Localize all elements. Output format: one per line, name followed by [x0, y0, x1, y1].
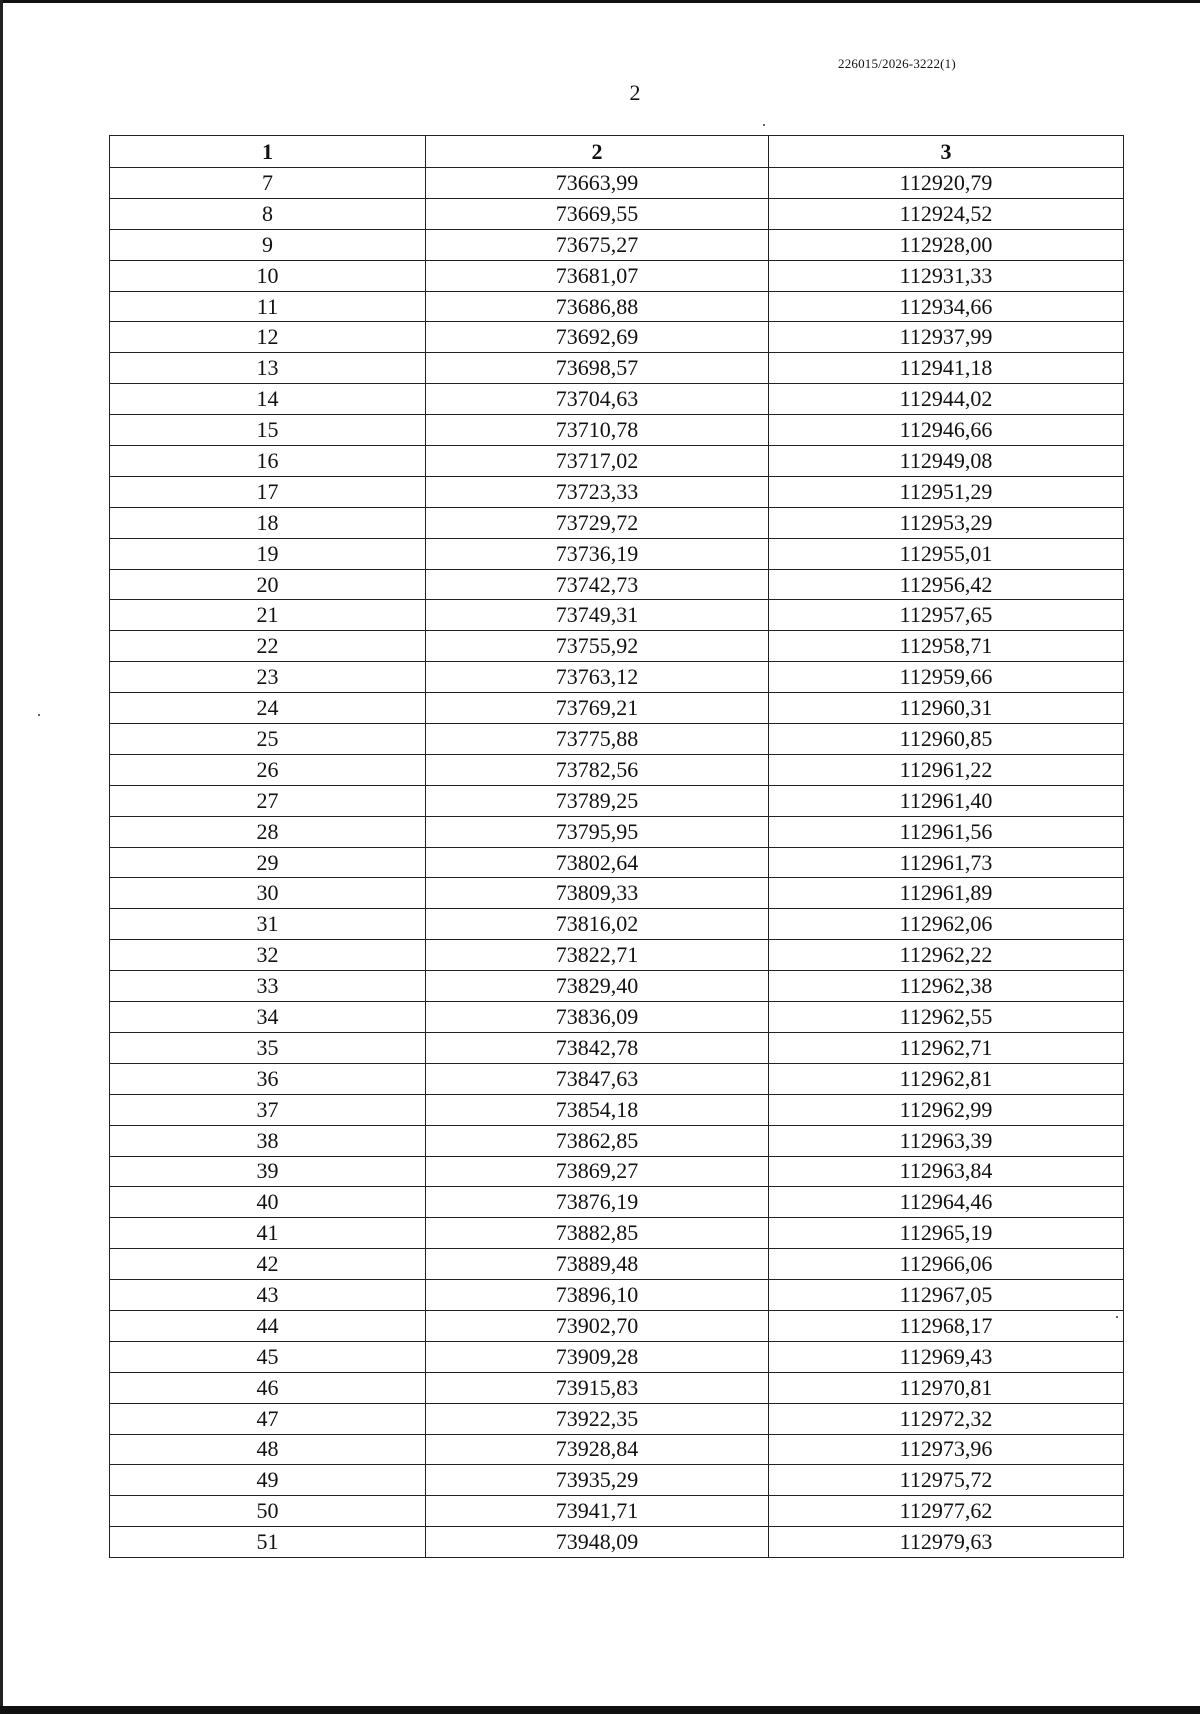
cell-x-value: 73889,48 — [426, 1249, 769, 1280]
column-header: 1 — [110, 136, 426, 168]
cell-x-value: 73749,31 — [426, 600, 769, 631]
cell-x-value: 73769,21 — [426, 693, 769, 724]
table-row — [110, 816, 1124, 847]
cell-y-value: 112961,73 — [769, 847, 1124, 878]
cell-y-value: 112941,18 — [769, 353, 1124, 384]
cell-point-number: 33 — [110, 971, 426, 1002]
cell-y-value: 112951,29 — [769, 476, 1124, 507]
table-row — [110, 1341, 1124, 1372]
table-row — [110, 847, 1124, 878]
table-row — [110, 785, 1124, 816]
cell-y-value: 112956,42 — [769, 569, 1124, 600]
cell-y-value: 112961,22 — [769, 754, 1124, 785]
cell-y-value: 112931,33 — [769, 260, 1124, 291]
table-row — [110, 322, 1124, 353]
cell-y-value: 112928,00 — [769, 229, 1124, 260]
table-row — [110, 507, 1124, 538]
table-header-row — [110, 136, 1124, 168]
table-row — [110, 754, 1124, 785]
cell-x-value: 73935,29 — [426, 1465, 769, 1496]
cell-point-number: 30 — [110, 878, 426, 909]
cell-y-value: 112962,22 — [769, 940, 1124, 971]
scan-speck — [38, 714, 40, 716]
table-row — [110, 415, 1124, 446]
cell-y-value: 112970,81 — [769, 1372, 1124, 1403]
cell-point-number: 36 — [110, 1063, 426, 1094]
cell-y-value: 112958,71 — [769, 631, 1124, 662]
cell-y-value: 112937,99 — [769, 322, 1124, 353]
cell-x-value: 73915,83 — [426, 1372, 769, 1403]
cell-x-value: 73755,92 — [426, 631, 769, 662]
cell-x-value: 73902,70 — [426, 1310, 769, 1341]
cell-y-value: 112962,99 — [769, 1094, 1124, 1125]
cell-point-number: 29 — [110, 847, 426, 878]
table-row — [110, 1249, 1124, 1280]
cell-x-value: 73710,78 — [426, 415, 769, 446]
cell-point-number: 45 — [110, 1341, 426, 1372]
table-row — [110, 909, 1124, 940]
cell-x-value: 73847,63 — [426, 1063, 769, 1094]
cell-x-value: 73775,88 — [426, 724, 769, 755]
cell-point-number: 13 — [110, 353, 426, 384]
cell-point-number: 21 — [110, 600, 426, 631]
cell-x-value: 73704,63 — [426, 384, 769, 415]
table-row — [110, 569, 1124, 600]
cell-point-number: 32 — [110, 940, 426, 971]
cell-x-value: 73922,35 — [426, 1403, 769, 1434]
cell-point-number: 25 — [110, 724, 426, 755]
cell-y-value: 112962,38 — [769, 971, 1124, 1002]
cell-y-value: 112961,56 — [769, 816, 1124, 847]
cell-x-value: 73663,99 — [426, 168, 769, 199]
table-row — [110, 940, 1124, 971]
table-row — [110, 446, 1124, 477]
cell-x-value: 73869,27 — [426, 1156, 769, 1187]
table-row — [110, 1403, 1124, 1434]
table-row — [110, 631, 1124, 662]
cell-point-number: 51 — [110, 1527, 426, 1558]
cell-x-value: 73822,71 — [426, 940, 769, 971]
table-row — [110, 1094, 1124, 1125]
cell-x-value: 73742,73 — [426, 569, 769, 600]
cell-point-number: 40 — [110, 1187, 426, 1218]
table-row — [110, 971, 1124, 1002]
scan-edge-left — [0, 0, 3, 1714]
table-row — [110, 1218, 1124, 1249]
cell-x-value: 73723,33 — [426, 476, 769, 507]
cell-x-value: 73692,69 — [426, 322, 769, 353]
cell-x-value: 73669,55 — [426, 198, 769, 229]
cell-point-number: 41 — [110, 1218, 426, 1249]
cell-x-value: 73829,40 — [426, 971, 769, 1002]
cell-y-value: 112960,31 — [769, 693, 1124, 724]
cell-x-value: 73802,64 — [426, 847, 769, 878]
cell-point-number: 37 — [110, 1094, 426, 1125]
cell-point-number: 18 — [110, 507, 426, 538]
cell-point-number: 27 — [110, 785, 426, 816]
cell-x-value: 73909,28 — [426, 1341, 769, 1372]
cell-y-value: 112934,66 — [769, 291, 1124, 322]
table-row — [110, 1496, 1124, 1527]
cell-x-value: 73782,56 — [426, 754, 769, 785]
cell-x-value: 73729,72 — [426, 507, 769, 538]
cell-point-number: 7 — [110, 168, 426, 199]
cell-x-value: 73795,95 — [426, 816, 769, 847]
cell-y-value: 112955,01 — [769, 538, 1124, 569]
cell-y-value: 112949,08 — [769, 446, 1124, 477]
table-row — [110, 229, 1124, 260]
cell-y-value: 112963,84 — [769, 1156, 1124, 1187]
cell-x-value: 73698,57 — [426, 353, 769, 384]
cell-y-value: 112965,19 — [769, 1218, 1124, 1249]
cell-point-number: 16 — [110, 446, 426, 477]
cell-point-number: 10 — [110, 260, 426, 291]
cell-point-number: 11 — [110, 291, 426, 322]
table-row — [110, 1434, 1124, 1465]
table-row — [110, 476, 1124, 507]
cell-y-value: 112960,85 — [769, 724, 1124, 755]
cell-y-value: 112977,62 — [769, 1496, 1124, 1527]
cell-y-value: 112961,89 — [769, 878, 1124, 909]
cell-point-number: 49 — [110, 1465, 426, 1496]
cell-y-value: 112957,65 — [769, 600, 1124, 631]
cell-y-value: 112961,40 — [769, 785, 1124, 816]
cell-y-value: 112953,29 — [769, 507, 1124, 538]
cell-y-value: 112962,55 — [769, 1002, 1124, 1033]
cell-point-number: 17 — [110, 476, 426, 507]
cell-point-number: 12 — [110, 322, 426, 353]
cell-y-value: 112944,02 — [769, 384, 1124, 415]
cell-x-value: 73763,12 — [426, 662, 769, 693]
cell-point-number: 14 — [110, 384, 426, 415]
cell-y-value: 112962,71 — [769, 1032, 1124, 1063]
cell-point-number: 23 — [110, 662, 426, 693]
cell-x-value: 73816,02 — [426, 909, 769, 940]
cell-x-value: 73941,71 — [426, 1496, 769, 1527]
cell-x-value: 73836,09 — [426, 1002, 769, 1033]
table-row — [110, 1125, 1124, 1156]
table-row — [110, 384, 1124, 415]
cell-y-value: 112964,46 — [769, 1187, 1124, 1218]
table-body — [110, 168, 1124, 1558]
cell-x-value: 73809,33 — [426, 878, 769, 909]
table-row — [110, 260, 1124, 291]
cell-x-value: 73854,18 — [426, 1094, 769, 1125]
cell-x-value: 73789,25 — [426, 785, 769, 816]
cell-point-number: 15 — [110, 415, 426, 446]
cell-y-value: 112972,32 — [769, 1403, 1124, 1434]
cell-x-value: 73717,02 — [426, 446, 769, 477]
table-row — [110, 878, 1124, 909]
cell-x-value: 73862,85 — [426, 1125, 769, 1156]
table-row — [110, 600, 1124, 631]
table-row — [110, 1310, 1124, 1341]
cell-x-value: 73876,19 — [426, 1187, 769, 1218]
cell-point-number: 24 — [110, 693, 426, 724]
cell-point-number: 31 — [110, 909, 426, 940]
table-row — [110, 1063, 1124, 1094]
cell-point-number: 35 — [110, 1032, 426, 1063]
cell-y-value: 112967,05 — [769, 1280, 1124, 1311]
cell-x-value: 73896,10 — [426, 1280, 769, 1311]
cell-point-number: 47 — [110, 1403, 426, 1434]
table-row — [110, 1527, 1124, 1558]
cell-y-value: 112979,63 — [769, 1527, 1124, 1558]
scan-speck — [763, 124, 765, 126]
page-number: 2 — [629, 80, 641, 105]
document-number: 226015/2026-3222(1) — [838, 56, 956, 71]
table-row — [110, 168, 1124, 199]
cell-point-number: 19 — [110, 538, 426, 569]
cell-point-number: 26 — [110, 754, 426, 785]
scan-edge-bottom — [0, 1706, 1200, 1714]
table-row — [110, 353, 1124, 384]
cell-y-value: 112969,43 — [769, 1341, 1124, 1372]
cell-y-value: 112920,79 — [769, 168, 1124, 199]
table-row — [110, 291, 1124, 322]
cell-point-number: 42 — [110, 1249, 426, 1280]
cell-y-value: 112959,66 — [769, 662, 1124, 693]
cell-x-value: 73948,09 — [426, 1527, 769, 1558]
table-row — [110, 1032, 1124, 1063]
cell-y-value: 112962,81 — [769, 1063, 1124, 1094]
cell-point-number: 39 — [110, 1156, 426, 1187]
cell-x-value: 73686,88 — [426, 291, 769, 322]
cell-point-number: 46 — [110, 1372, 426, 1403]
cell-x-value: 73736,19 — [426, 538, 769, 569]
cell-x-value: 73681,07 — [426, 260, 769, 291]
cell-x-value: 73675,27 — [426, 229, 769, 260]
table-row — [110, 1156, 1124, 1187]
table-row — [110, 1465, 1124, 1496]
cell-point-number: 22 — [110, 631, 426, 662]
table-row — [110, 1002, 1124, 1033]
cell-point-number: 38 — [110, 1125, 426, 1156]
table-row — [110, 693, 1124, 724]
cell-x-value: 73842,78 — [426, 1032, 769, 1063]
cell-y-value: 112975,72 — [769, 1465, 1124, 1496]
cell-point-number: 44 — [110, 1310, 426, 1341]
table-row — [110, 724, 1124, 755]
table-row — [110, 1280, 1124, 1311]
coordinates-table — [109, 135, 1124, 1558]
table-row — [110, 1187, 1124, 1218]
cell-point-number: 9 — [110, 229, 426, 260]
table-row — [110, 662, 1124, 693]
cell-x-value: 73882,85 — [426, 1218, 769, 1249]
cell-y-value: 112946,66 — [769, 415, 1124, 446]
column-header: 2 — [426, 136, 769, 168]
cell-point-number: 43 — [110, 1280, 426, 1311]
column-header: 3 — [769, 136, 1124, 168]
table-row — [110, 1372, 1124, 1403]
cell-point-number: 48 — [110, 1434, 426, 1465]
cell-y-value: 112966,06 — [769, 1249, 1124, 1280]
cell-y-value: 112973,96 — [769, 1434, 1124, 1465]
scan-edge-top — [0, 0, 1200, 3]
cell-y-value: 112968,17 — [769, 1310, 1124, 1341]
cell-x-value: 73928,84 — [426, 1434, 769, 1465]
cell-y-value: 112962,06 — [769, 909, 1124, 940]
cell-point-number: 28 — [110, 816, 426, 847]
cell-point-number: 20 — [110, 569, 426, 600]
cell-point-number: 34 — [110, 1002, 426, 1033]
table-row — [110, 538, 1124, 569]
cell-point-number: 50 — [110, 1496, 426, 1527]
cell-point-number: 8 — [110, 198, 426, 229]
cell-y-value: 112963,39 — [769, 1125, 1124, 1156]
table-row — [110, 198, 1124, 229]
cell-y-value: 112924,52 — [769, 198, 1124, 229]
